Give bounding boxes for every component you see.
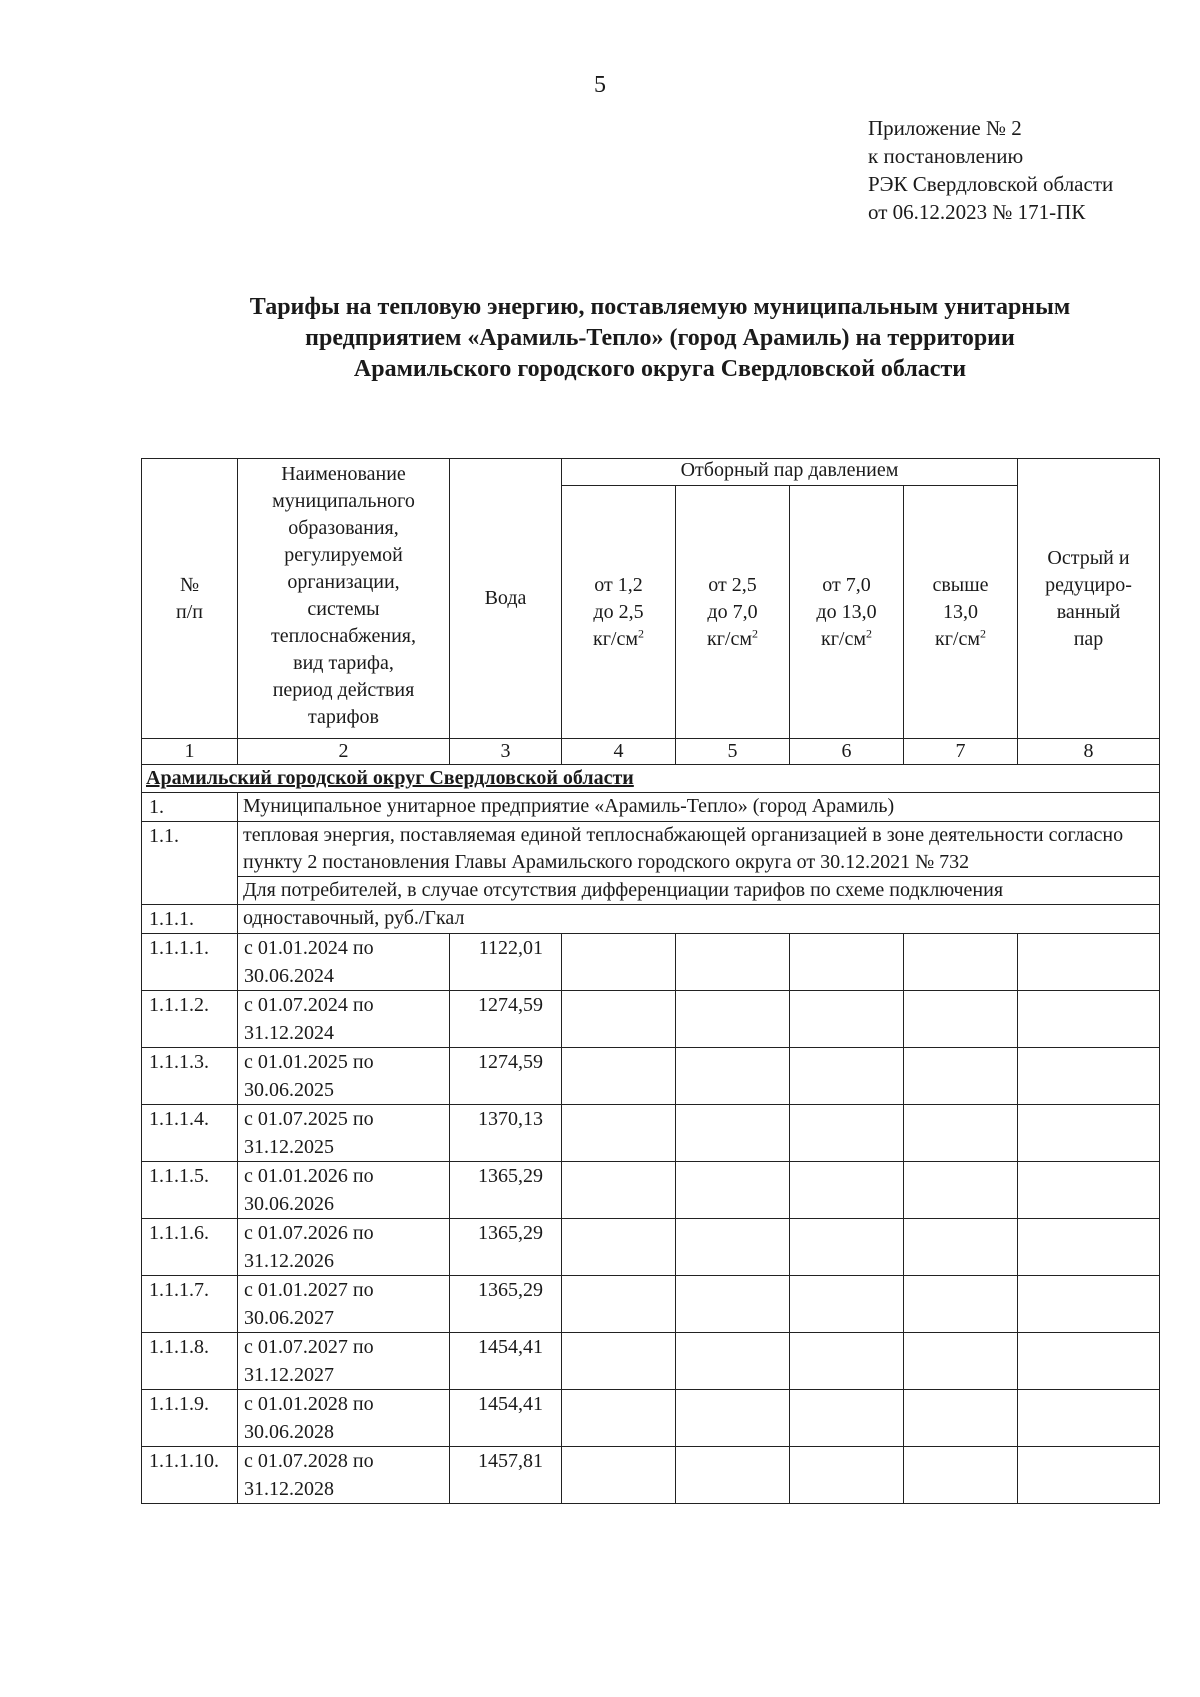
header-text: до 2,5 [593, 600, 644, 623]
empty-cell [904, 1333, 1018, 1390]
period-to: 30.06.2028 [244, 1421, 334, 1443]
row-period [238, 1048, 450, 1105]
empty-cell [1018, 1048, 1160, 1105]
header-text: до 13,0 [816, 600, 877, 623]
period-from: с 01.01.2028 по [244, 1393, 374, 1415]
water-tariff-value: 1454,41 [450, 1333, 562, 1390]
row-number: 1.1.1.10. [142, 1447, 238, 1504]
header-text: от 7,0 [822, 573, 871, 596]
header-text: теплоснабжения, [271, 625, 416, 647]
unit-text: кг/см [706, 627, 752, 650]
empty-cell [562, 1219, 676, 1276]
page-number: 5 [594, 72, 606, 98]
appendix-note [868, 114, 1113, 226]
period-to: 30.06.2027 [244, 1307, 334, 1329]
empty-cell [790, 1447, 904, 1504]
header-water: Вода [450, 459, 562, 739]
period-from: с 01.07.2028 по [244, 1450, 374, 1472]
section-title: Арамильский городской округ Свердловской области [142, 765, 1160, 793]
header-text: регулируемой [284, 544, 403, 566]
header-text: муниципального [272, 490, 415, 512]
header-pressure-4 [904, 486, 1018, 739]
column-number-row [142, 739, 1160, 765]
unit-text: кг/см [934, 627, 980, 650]
energy-row [142, 822, 1160, 877]
period-to: 31.12.2027 [244, 1364, 334, 1386]
unit-exponent: 2 [752, 625, 758, 640]
period-to: 31.12.2025 [244, 1136, 334, 1158]
table-row [142, 1333, 1160, 1390]
title-line: предприятием «Арамиль-Тепло» (город Арамиль) на территории [305, 325, 1015, 351]
header-number [142, 459, 238, 739]
header-text: 13,0 [943, 600, 978, 623]
consumers-description: Для потребителей, в случае отсутствия дифференциации тарифов по схеме подключения [238, 877, 1160, 905]
empty-cell [562, 1162, 676, 1219]
empty-cell [676, 1276, 790, 1333]
header-sharp-steam [1018, 459, 1160, 739]
period-to: 30.06.2024 [244, 965, 334, 987]
column-number: 2 [238, 739, 450, 765]
period-from: с 01.07.2025 по [244, 1108, 374, 1130]
header-text: организации, [287, 571, 400, 593]
column-number: 1 [142, 739, 238, 765]
row-number: 1.1.1. [142, 905, 238, 934]
unit-exponent: 2 [866, 625, 872, 640]
column-number: 4 [562, 739, 676, 765]
period-from: с 01.01.2024 по [244, 937, 374, 959]
empty-cell [562, 991, 676, 1048]
row-number: 1.1.1.7. [142, 1276, 238, 1333]
table-row [142, 1390, 1160, 1447]
empty-cell [562, 1333, 676, 1390]
header-unit [676, 626, 789, 653]
header-text: тарифов [308, 706, 379, 728]
appendix-line: к постановлению [868, 144, 1024, 168]
row-period [238, 1276, 450, 1333]
header-text: системы [307, 598, 380, 620]
empty-cell [904, 1048, 1018, 1105]
empty-cell [904, 1219, 1018, 1276]
water-tariff-value: 1274,59 [450, 1048, 562, 1105]
empty-cell [562, 1105, 676, 1162]
column-number: 7 [904, 739, 1018, 765]
table-row [142, 1048, 1160, 1105]
tariff-type: одноставочный, руб./Гкал [238, 905, 1160, 934]
header-text: Острый и [1047, 546, 1130, 569]
header-text: пар [1073, 627, 1104, 650]
table-row [142, 934, 1160, 991]
energy-description: тепловая энергия, поставляемая единой теплоснабжающей организацией в зоне деятельности согласно пункту 2 постановления Главы Арамильского городского округа от 30.12.2021 № 732 [238, 822, 1160, 877]
row-number: 1.1. [142, 822, 238, 905]
header-text: Наименование [281, 463, 406, 485]
period-from: с 01.07.2026 по [244, 1222, 374, 1244]
empty-cell [562, 1276, 676, 1333]
column-number: 3 [450, 739, 562, 765]
column-number: 6 [790, 739, 904, 765]
empty-cell [1018, 1447, 1160, 1504]
header-text: свыше [932, 573, 989, 596]
header-unit [790, 626, 903, 653]
unit-text: кг/см [820, 627, 866, 650]
empty-cell [562, 934, 676, 991]
empty-cell [904, 991, 1018, 1048]
org-name: Муниципальное унитарное предприятие «Арамиль-Тепло» (город Арамиль) [238, 793, 1160, 822]
table-row [142, 1276, 1160, 1333]
water-tariff-value: 1365,29 [450, 1162, 562, 1219]
empty-cell [676, 1162, 790, 1219]
header-pressure-2 [676, 486, 790, 739]
empty-cell [676, 1447, 790, 1504]
header-text: вид тарифа, [293, 652, 394, 674]
tariff-rows [142, 934, 1160, 1504]
row-number: 1.1.1.4. [142, 1105, 238, 1162]
empty-cell [676, 1219, 790, 1276]
table-row [142, 991, 1160, 1048]
row-number: 1.1.1.5. [142, 1162, 238, 1219]
empty-cell [790, 934, 904, 991]
row-period [238, 1333, 450, 1390]
water-tariff-value: 1370,13 [450, 1105, 562, 1162]
empty-cell [1018, 934, 1160, 991]
appendix-line: от 06.12.2023 № 171-ПК [868, 200, 1086, 224]
empty-cell [1018, 1276, 1160, 1333]
row-number: 1.1.1.9. [142, 1390, 238, 1447]
empty-cell [676, 1390, 790, 1447]
period-to: 31.12.2026 [244, 1250, 334, 1272]
appendix-line: Приложение № 2 [868, 116, 1022, 140]
empty-cell [1018, 1162, 1160, 1219]
table-row [142, 1447, 1160, 1504]
empty-cell [904, 1390, 1018, 1447]
row-period [238, 934, 450, 991]
water-tariff-value: 1365,29 [450, 1276, 562, 1333]
title-line: Тарифы на тепловую энергию, поставляемую муниципальным унитарным [249, 294, 1071, 320]
empty-cell [904, 1162, 1018, 1219]
empty-cell [676, 1105, 790, 1162]
header-text: редуциро- [1045, 573, 1132, 596]
row-number: 1.1.1.8. [142, 1333, 238, 1390]
water-tariff-value: 1274,59 [450, 991, 562, 1048]
header-name [238, 459, 450, 739]
section-row [142, 765, 1160, 793]
empty-cell [676, 991, 790, 1048]
empty-cell [562, 1390, 676, 1447]
empty-cell [1018, 1333, 1160, 1390]
water-tariff-value: 1457,81 [450, 1447, 562, 1504]
header-pressure-1 [562, 486, 676, 739]
header-text: до 7,0 [707, 600, 758, 623]
period-to: 31.12.2024 [244, 1022, 334, 1044]
row-number: 1.1.1.6. [142, 1219, 238, 1276]
period-to: 31.12.2028 [244, 1478, 334, 1500]
row-number: 1. [142, 793, 238, 822]
period-from: с 01.01.2026 по [244, 1165, 374, 1187]
empty-cell [790, 1162, 904, 1219]
empty-cell [904, 1105, 1018, 1162]
table-row [142, 1219, 1160, 1276]
water-tariff-value: 1365,29 [450, 1219, 562, 1276]
header-text: период действия [272, 679, 415, 701]
row-period [238, 991, 450, 1048]
title-line: Арамильского городского округа Свердловской области [353, 356, 967, 382]
column-number: 5 [676, 739, 790, 765]
table-row [142, 1105, 1160, 1162]
header-text: от 1,2 [594, 573, 643, 596]
row-period [238, 1105, 450, 1162]
table-row [142, 1162, 1160, 1219]
row-period [238, 1447, 450, 1504]
period-from: с 01.01.2025 по [244, 1051, 374, 1073]
header-unit [904, 626, 1017, 653]
empty-cell [1018, 1390, 1160, 1447]
header-text: п/п [176, 600, 203, 623]
row-period [238, 1162, 450, 1219]
empty-cell [790, 1276, 904, 1333]
appendix-line: РЭК Свердловской области [868, 172, 1114, 196]
column-number: 8 [1018, 739, 1160, 765]
empty-cell [1018, 1219, 1160, 1276]
header-text: образования, [288, 517, 399, 539]
empty-cell [562, 1048, 676, 1105]
row-number: 1.1.1.2. [142, 991, 238, 1048]
consumers-row [142, 877, 1160, 905]
header-text: ванный [1056, 600, 1121, 623]
empty-cell [904, 1447, 1018, 1504]
header-steam-group: Отборный пар давлением [562, 459, 1018, 486]
empty-cell [904, 1276, 1018, 1333]
header-unit [562, 626, 675, 653]
period-from: с 01.01.2027 по [244, 1279, 374, 1301]
unit-exponent: 2 [980, 625, 986, 640]
header-text: от 2,5 [708, 573, 757, 596]
empty-cell [790, 1105, 904, 1162]
row-number: 1.1.1.1. [142, 934, 238, 991]
tariff-table [141, 458, 1160, 1504]
empty-cell [676, 1048, 790, 1105]
empty-cell [790, 991, 904, 1048]
empty-cell [562, 1447, 676, 1504]
unit-exponent: 2 [638, 625, 644, 640]
empty-cell [676, 934, 790, 991]
period-to: 30.06.2025 [244, 1079, 334, 1101]
period-from: с 01.07.2024 по [244, 994, 374, 1016]
empty-cell [1018, 991, 1160, 1048]
document-title [130, 292, 1190, 385]
empty-cell [790, 1333, 904, 1390]
empty-cell [790, 1219, 904, 1276]
water-tariff-value: 1122,01 [450, 934, 562, 991]
empty-cell [676, 1333, 790, 1390]
tariff-type-row [142, 905, 1160, 934]
empty-cell [790, 1048, 904, 1105]
header-text: № [179, 573, 200, 596]
header-pressure-3 [790, 486, 904, 739]
org-row [142, 793, 1160, 822]
unit-text: кг/см [592, 627, 638, 650]
row-period [238, 1390, 450, 1447]
empty-cell [1018, 1105, 1160, 1162]
period-from: с 01.07.2027 по [244, 1336, 374, 1358]
empty-cell [904, 934, 1018, 991]
water-tariff-value: 1454,41 [450, 1390, 562, 1447]
row-period [238, 1219, 450, 1276]
row-number: 1.1.1.3. [142, 1048, 238, 1105]
empty-cell [790, 1390, 904, 1447]
period-to: 30.06.2026 [244, 1193, 334, 1215]
